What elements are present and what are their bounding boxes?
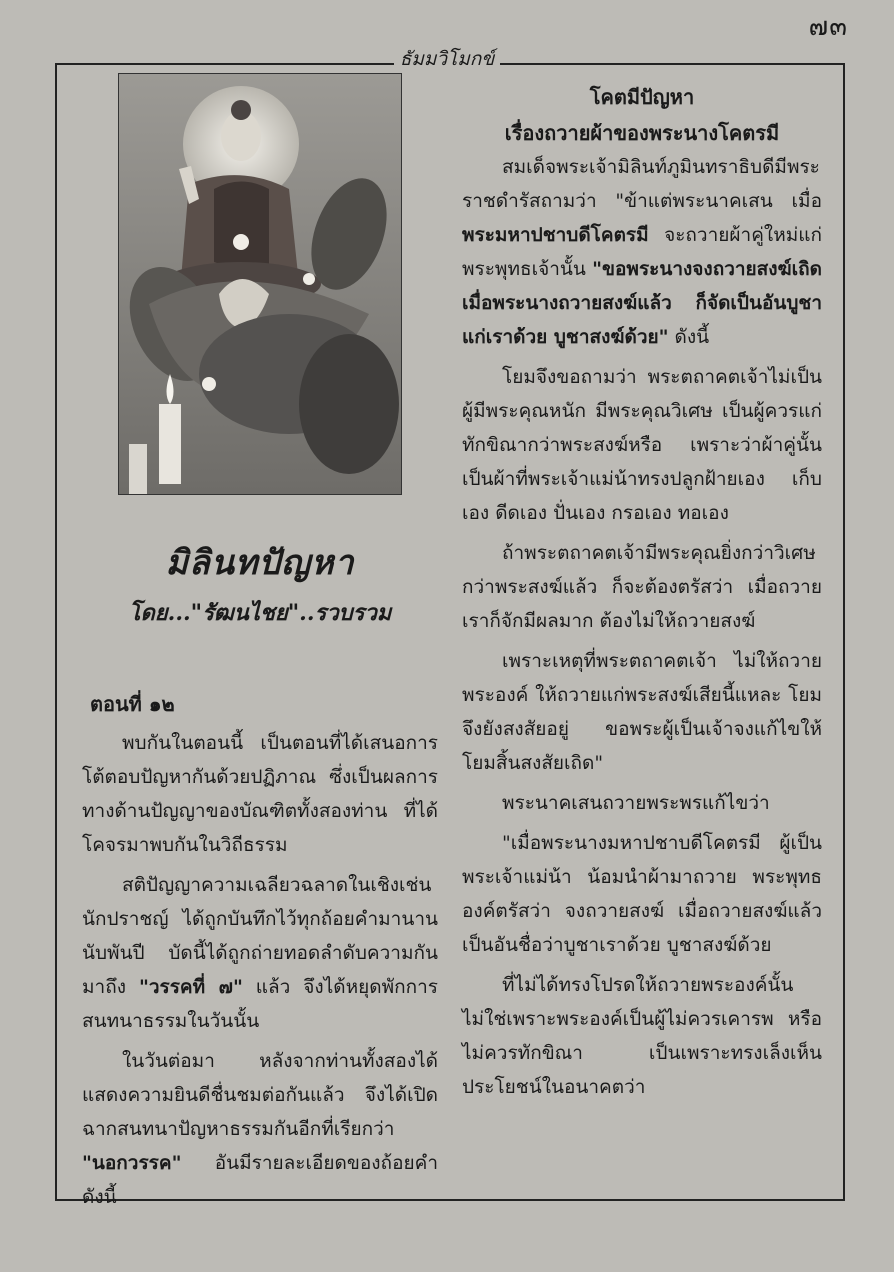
paragraph: [82, 1044, 438, 1214]
paragraph-text: อันมีรายละเอียดของถ้อยคำดังนี้: [82, 1152, 438, 1208]
paragraph: ถ้าพระตถาคตเจ้ามีพระคุณยิ่งกว่าวิเศษกว่าพระสงฆ์แล้ว ก็จะต้องตรัสว่า เมื่อถวายเราก็จักมีผลมาก ต้องไม่ให้ถวายสงฆ์: [462, 542, 822, 632]
running-header: [0, 44, 894, 74]
page-number: ๗๓: [808, 12, 848, 42]
left-column: [82, 535, 438, 1220]
section-subtitle: เรื่องถวายผ้าของพระนางโคตรมี: [504, 121, 780, 145]
byline: โดย..."รัฒนไชย"..รวบรวม: [128, 600, 392, 626]
buddha-lotus-illustration: [118, 73, 402, 495]
paragraph-text: แล้ว จึงได้หยุดพักการสนทนาธรรมในวันนั้น: [82, 976, 439, 1032]
paragraph-text: สมเด็จพระเจ้ามิลินท์ภูมินทราธิบดีมีพระราชดำรัสถามว่า "ข้าแต่พระนาคเสน เมื่อ: [462, 156, 822, 212]
paragraph: ที่ไม่ได้ทรงโปรดให้ถวายพระองค์นั้นไม่ใช่เพราะพระองค์เป็นผู้ไม่ควรเคารพ หรือไม่ควรทักขิณา เป็นเพราะทรงเล็งเห็นประโยชน์ในอนาคตว่า: [462, 974, 822, 1098]
paragraph-text: จะถวายผ้าคู่ใหม่แก่พระพุทธเจ้านั้น: [462, 224, 822, 280]
paragraph: พระนาคเสนถวายพระพรแก้ไขว่า: [502, 792, 770, 814]
bold-phrase: "นอกวรรค": [82, 1152, 182, 1174]
paragraph: โยมจึงขอถามว่า พระตถาคตเจ้าไม่เป็นผู้มีพระคุณหนัก มีพระคุณวิเศษ เป็นผู้ควรแก่ทักขิณากว่าพระสงฆ์หรือ เพราะว่าผ้าคู่นั้น เป็นผ้าที่พระเจ้าแม่น้าทรงปลูกฝ้ายเอง เก็บเอง ดีดเอง ปั่นเอง กรอเอง ทอเอง: [462, 366, 822, 524]
paragraph-text: ดังนี้: [668, 326, 710, 348]
paragraph: [462, 150, 822, 354]
bold-phrase: "วรรคที่ ๗": [138, 976, 243, 998]
right-column: [462, 80, 822, 1110]
episode-label: ตอนที่ ๑๒: [90, 692, 175, 716]
paragraph: "เมื่อพระนางมหาปชาบดีโคตรมี ผู้เป็นพระเจ้าแม่น้า น้อมนำผ้ามาถวาย พระพุทธองค์ตรัสว่า จงถวายสงฆ์ เมื่อถวายสงฆ์แล้วเป็นอันชื่อว่าบูชาเราด้วย บูชาสงฆ์ด้วย: [462, 832, 822, 956]
paragraph-text: สติปัญญาความเฉลียวฉลาดในเชิงเช่นนักปราชญ์ ได้ถูกบันทึกไว้ทุกถ้อยคำมานานนับพันปี บัดนี้ได้ถูกถ่ายทอดลำดับความกันมาถึง: [82, 874, 438, 998]
paragraph-text: ในวันต่อมา หลังจากท่านทั้งสองได้แสดงความยินดีชื่นชมต่อกันแล้ว จึงได้เปิดฉากสนทนาปัญหาธรรมกันอีกที่เรียกว่า: [82, 1050, 438, 1140]
bold-phrase: พระมหาปชาบดีโคตรมี: [462, 224, 649, 246]
paragraph: [82, 868, 438, 1038]
section-title: โคตมีปัญหา: [589, 85, 695, 109]
paragraph: พบกันในตอนนี้ เป็นตอนที่ได้เสนอการโต้ตอบปัญหากันด้วยปฏิภาณ ซึ่งเป็นผลการทางด้านปัญญาของบัณฑิตทั้งสองท่าน ที่ได้โคจรมาพบกันในวิถีธรรม: [82, 732, 438, 856]
paragraph: เพราะเหตุที่พระตถาคตเจ้า ไม่ให้ถวายพระองค์ ให้ถวายแก่พระสงฆ์เสียนี้แหละ โยมจึงยังสงสัยอยู่ ขอพระผู้เป็นเจ้าจงแก้ไขให้โยมสิ้นสงสัยเถิด": [462, 650, 822, 774]
header-title: ธัมมวิโมกข์: [394, 48, 501, 70]
bold-phrase: "ขอพระนางจงถวายสงฆ์เถิด เมื่อพระนางถวายสงฆ์แล้ว ก็จัดเป็นอันบูชาแก่เราด้วย บูชาสงฆ์ด้วย": [462, 258, 822, 348]
series-title: มิลินทปัญหา: [165, 543, 355, 583]
buddha-illustration-icon: [119, 74, 401, 494]
